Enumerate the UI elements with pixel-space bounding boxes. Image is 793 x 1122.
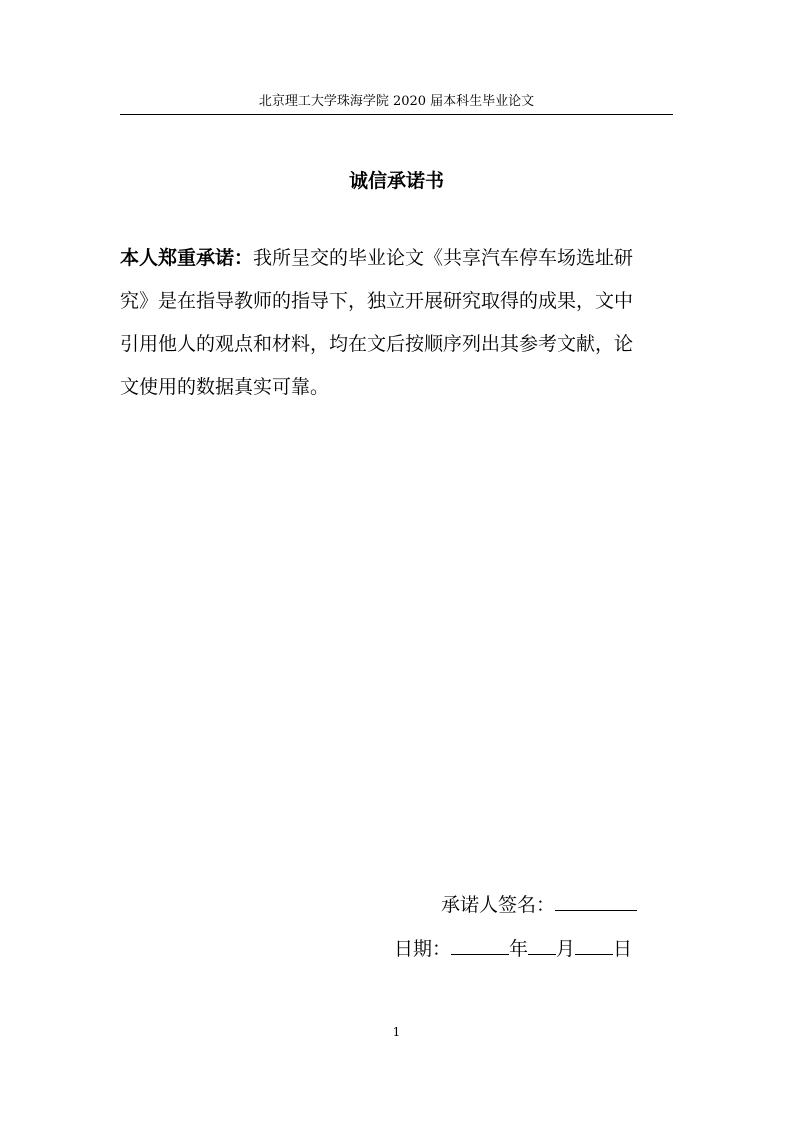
statement-paragraph	[120, 237, 645, 409]
page-number: 1	[392, 1025, 401, 1039]
month-label: 月	[556, 938, 576, 960]
statement-body: 我所呈交的毕业论文《共享汽车停车场选址研究》是在指导教师的指导下，独立开展研究取得的成果，文中引用他人的观点和材料，均在文后按顺序列出其参考文献，论文使用的数据真实可靠。	[120, 247, 634, 398]
statement-lead: 本人郑重承诺：	[120, 247, 254, 269]
signature-line	[441, 890, 637, 918]
page-title: 诚信承诺书	[348, 170, 444, 192]
date-line	[394, 934, 632, 962]
year-blank	[451, 934, 509, 955]
signature-label: 承诺人签名：	[441, 894, 556, 916]
running-header: 北京理工大学珠海学院 2020 届本科生毕业论文	[120, 92, 673, 115]
day-blank	[575, 934, 613, 955]
day-label: 日	[613, 938, 633, 960]
year-label: 年	[509, 938, 529, 960]
signature-blank	[555, 890, 637, 911]
month-blank	[528, 934, 556, 955]
date-label: 日期：	[394, 938, 452, 960]
